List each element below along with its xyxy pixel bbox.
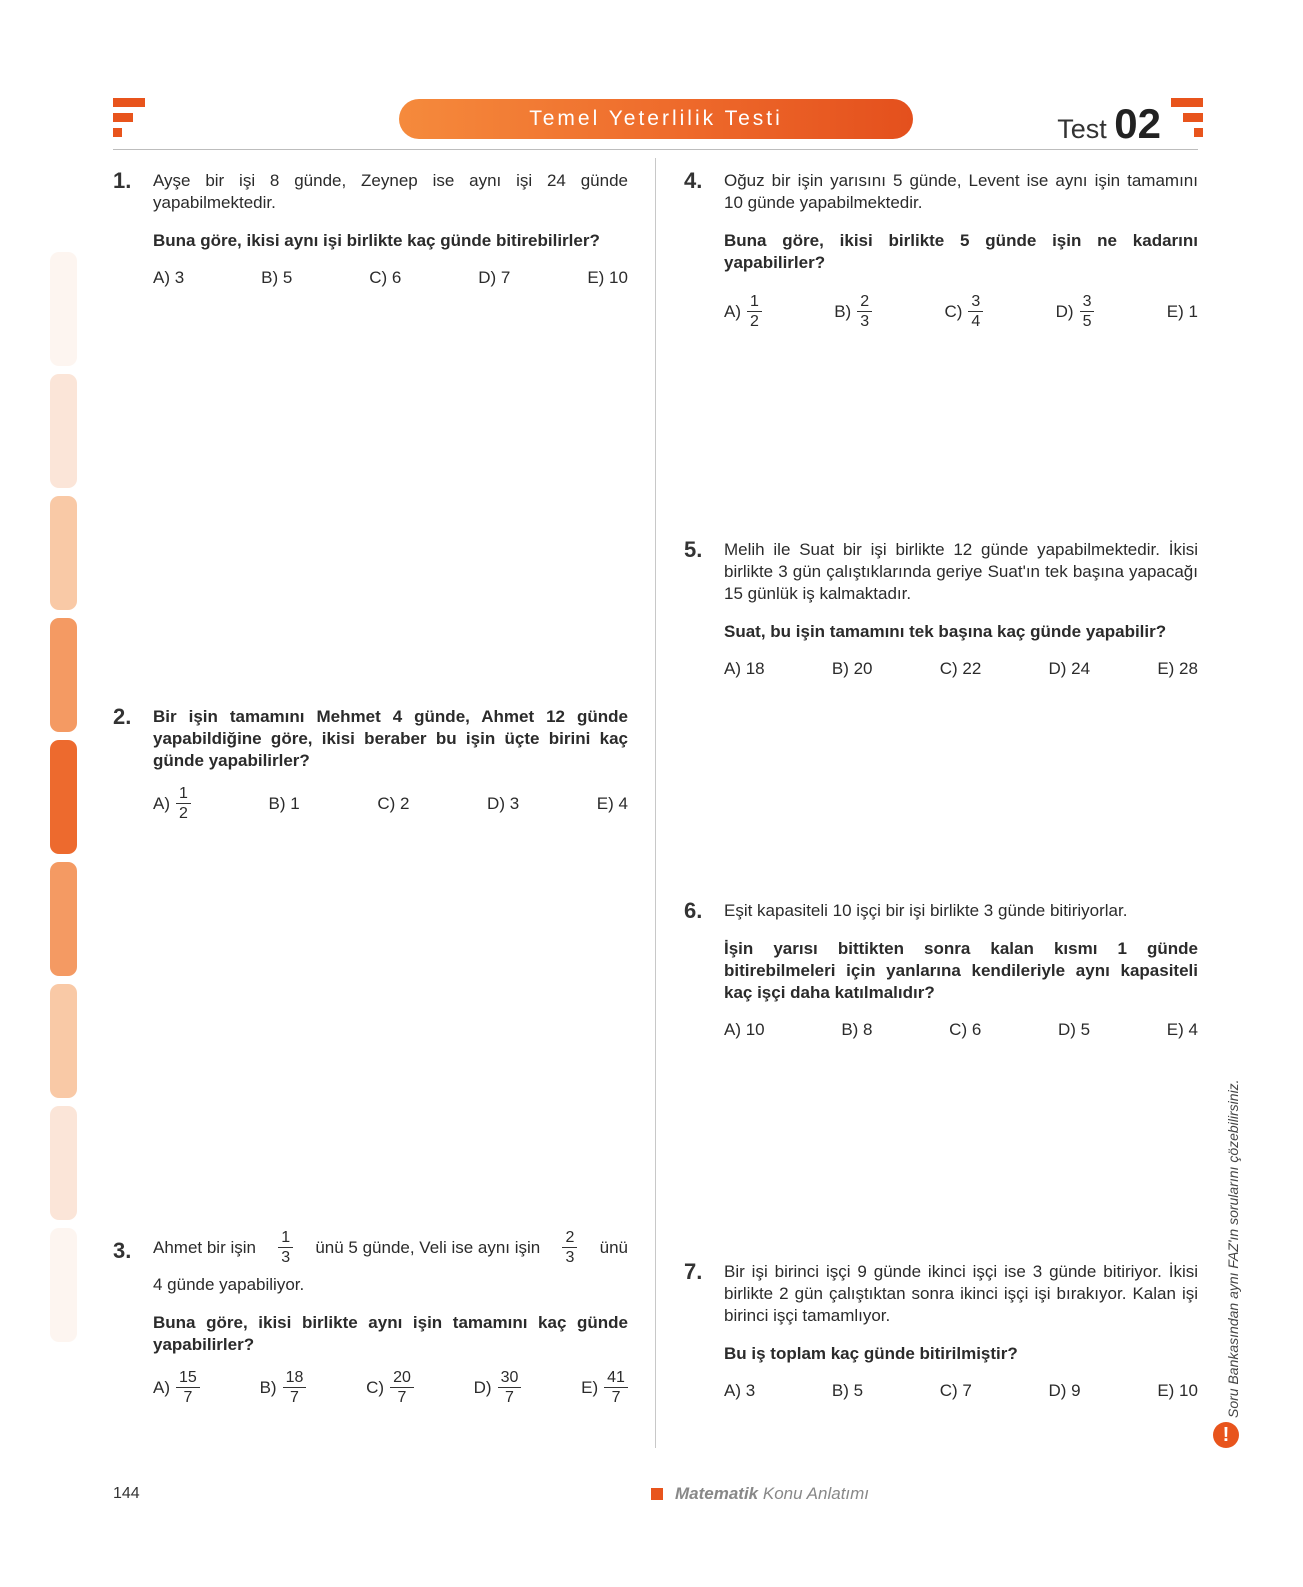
fraction-denominator: 2 — [750, 313, 759, 330]
question-stem: Oğuz bir işin yarısını 5 günde, Levent ise aynı işin tamamını 10 günde yapabilmektedir. — [724, 171, 1198, 212]
fraction-numerator: 41 — [604, 1368, 628, 1388]
fraction-numerator: 1 — [176, 784, 191, 804]
header-divider — [113, 149, 1198, 150]
column-divider — [655, 158, 656, 1448]
fraction — [1080, 292, 1095, 331]
fraction-numerator: 20 — [390, 1368, 414, 1388]
publisher-logo-right — [1171, 98, 1203, 140]
question-number: 3. — [113, 1238, 132, 1263]
side-tab-3 — [50, 496, 77, 610]
side-tab-7 — [50, 984, 77, 1098]
choice-b[interactable]: B) 8 — [841, 1020, 873, 1039]
question-prompt: Bu iş toplam kaç günde bitirilmiştir? — [724, 1344, 1018, 1363]
fraction-denominator: 7 — [183, 1389, 193, 1406]
choice-b[interactable]: B) 1 — [268, 793, 300, 813]
answer-choices — [724, 1020, 1198, 1040]
fraction — [176, 784, 191, 823]
choice-letter: A) — [153, 1377, 170, 1397]
stem-part-1: Ahmet bir işin — [153, 1237, 256, 1257]
choice-b[interactable]: B) 5 — [831, 1381, 864, 1400]
question-prompt: Suat, bu işin tamamını tek başına kaç günde yapabilir? — [724, 622, 1167, 641]
fraction-denominator: 5 — [1082, 313, 1092, 330]
question-number: 7. — [684, 1259, 703, 1284]
page-number: 144 — [113, 1485, 140, 1502]
side-note-text: Soru Bankasından aynı FAZ'ın sorularını çözebilirsiniz. — [1225, 1079, 1241, 1418]
question-prompt: Buna göre, ikisi birlikte aynı işin tamamını kaç günde yapabilirler? — [153, 1313, 628, 1354]
question-prompt: Buna göre, ikisi aynı işi birlikte kaç günde bitirebilirler? — [153, 231, 600, 250]
side-tab-2 — [50, 374, 77, 488]
answer-choices — [724, 1381, 1198, 1401]
choice-e[interactable]: E) 1 — [1166, 301, 1198, 321]
question-prompt: İşin yarısı bittikten sonra kalan kısmı 1 günde bitirebilmeleri için yanlarına kendileriyle aynı kapasiteli kaç işçi daha katılmalıdır? — [724, 939, 1198, 1002]
fraction-denominator: 7 — [505, 1389, 514, 1406]
choice-e[interactable]: E) 28 — [1157, 659, 1198, 678]
answer-choices — [724, 292, 1198, 331]
test-label: Test — [1057, 114, 1107, 144]
side-tab-8 — [50, 1106, 77, 1220]
choice-c[interactable]: C) 7 — [939, 1381, 972, 1400]
choice-c[interactable]: C) 6 — [949, 1020, 982, 1039]
question-number: 4. — [684, 168, 703, 193]
fraction — [498, 1368, 522, 1407]
choice-b[interactable] — [260, 1368, 307, 1407]
question-stem: Bir işi birinci işçi 9 günde ikinci işçi ise 3 günde bitiriyor. İkisi birlikte 2 gün çalıştıktan sonra ikinci işçi işi bırakıyor. Kalan işi birinci işçi tamamlıyor. — [724, 1262, 1198, 1325]
footer-book-title-rest: Konu Anlatımı — [762, 1484, 870, 1503]
choice-d[interactable] — [474, 1368, 522, 1407]
choice-letter: B) — [834, 301, 852, 321]
question-number: 6. — [684, 898, 703, 923]
fraction-numerator: 2 — [857, 292, 872, 312]
fraction-numerator: 30 — [498, 1368, 522, 1388]
question-prompt: Buna göre, ikisi birlikte 5 günde işin ne kadarını yapabilirler? — [724, 231, 1198, 272]
fraction-denominator: 7 — [397, 1389, 407, 1406]
question-stem: Ayşe bir işi 8 günde, Zeynep ise aynı işi 24 günde yapabilmektedir. — [153, 171, 628, 212]
choice-c[interactable] — [944, 292, 983, 331]
choice-e[interactable]: E) 10 — [587, 268, 628, 287]
question-number: 5. — [684, 537, 703, 562]
fraction — [968, 292, 983, 331]
choice-letter: E) — [581, 1377, 599, 1397]
test-banner-title: Temel Yeterlilik Testi — [399, 99, 913, 139]
exclamation-icon: ! — [1213, 1422, 1239, 1448]
fraction-denominator: 7 — [290, 1389, 299, 1406]
fraction — [747, 292, 762, 331]
answer-choices — [153, 784, 628, 823]
answer-choices — [153, 268, 628, 288]
fraction-denominator: 2 — [179, 805, 188, 822]
fraction-numerator: 3 — [968, 292, 983, 312]
test-number: 02 — [1114, 100, 1161, 147]
fraction-denominator: 3 — [281, 1249, 291, 1266]
fraction — [390, 1368, 414, 1407]
choice-d[interactable]: D) 5 — [1057, 1020, 1091, 1039]
side-tab-6 — [50, 862, 77, 976]
publisher-logo-left — [113, 98, 145, 140]
side-tab-1 — [50, 252, 77, 366]
choice-d[interactable]: D) 24 — [1048, 659, 1091, 678]
choice-letter: B) — [259, 1377, 277, 1397]
footer-book-title-bold: Matematik — [675, 1484, 759, 1503]
choice-b[interactable] — [834, 292, 872, 331]
fraction — [857, 292, 872, 331]
fraction-numerator: 15 — [176, 1368, 200, 1388]
choice-a[interactable]: A) 3 — [724, 1381, 756, 1400]
fraction — [278, 1228, 293, 1267]
stem-part-3: ünü — [599, 1237, 628, 1257]
choice-b[interactable]: B) 5 — [261, 268, 293, 287]
answer-choices — [724, 659, 1198, 679]
fraction-denominator: 7 — [611, 1389, 621, 1406]
question-stem: Melih ile Suat bir işi birlikte 12 günde yapabilmektedir. İkisi birlikte 3 gün çalıştıklarında geriye Suat'ın tek başına yapacağı 15 günlük iş kalmaktadır. — [724, 540, 1198, 603]
side-tab-5 — [50, 740, 77, 854]
footer-square-icon — [651, 1488, 663, 1500]
choice-letter: A) — [724, 301, 741, 321]
choice-c[interactable]: C) 6 — [369, 268, 402, 287]
fraction — [604, 1368, 628, 1407]
question-number: 2. — [113, 704, 132, 729]
choice-e[interactable]: E) 4 — [1166, 1020, 1198, 1039]
footer-book-title — [675, 1484, 869, 1504]
fraction-numerator: 1 — [278, 1228, 293, 1248]
fraction-denominator: 3 — [860, 313, 870, 330]
fraction — [283, 1368, 307, 1407]
choice-d[interactable] — [1056, 292, 1095, 331]
fraction-numerator: 18 — [283, 1368, 307, 1388]
test-number-label — [1057, 100, 1161, 148]
fraction-denominator: 3 — [565, 1249, 575, 1266]
stem-part-2: ünü 5 günde, Veli ise aynı işin — [315, 1237, 541, 1257]
choice-e[interactable] — [581, 1368, 628, 1407]
fraction-numerator: 3 — [1080, 292, 1095, 312]
fraction — [176, 1368, 200, 1407]
choice-e[interactable]: E) 10 — [1157, 1381, 1198, 1400]
choice-c[interactable]: C) 2 — [377, 793, 410, 813]
choice-d[interactable]: D) 9 — [1048, 1381, 1081, 1400]
side-tab-4 — [50, 618, 77, 732]
answer-choices — [153, 1368, 628, 1407]
choice-c[interactable]: C) 22 — [939, 659, 982, 678]
choice-a[interactable] — [724, 292, 762, 331]
choice-letter: C) — [366, 1377, 385, 1397]
side-tab-9 — [50, 1228, 77, 1342]
question-stem — [153, 1228, 628, 1267]
fraction-denominator: 4 — [971, 313, 981, 330]
question-stem-line-2: 4 günde yapabiliyor. — [153, 1275, 305, 1294]
question-stem: Eşit kapasiteli 10 işçi bir işi birlikte 3 günde bitiriyorlar. — [724, 901, 1128, 920]
choice-a[interactable]: A) 10 — [724, 1020, 765, 1039]
choice-d[interactable]: D) 7 — [478, 268, 511, 287]
fraction-numerator: 2 — [562, 1228, 577, 1248]
choice-letter: A) — [153, 793, 170, 813]
question-prompt: Bir işin tamamını Mehmet 4 günde, Ahmet 12 günde yapabildiğine göre, ikisi beraber bu işin üçte birini kaç günde yapabilirler? — [153, 707, 628, 770]
choice-a[interactable]: A) 3 — [153, 268, 185, 287]
choice-c[interactable] — [366, 1368, 414, 1407]
choice-d[interactable]: D) 3 — [487, 793, 520, 813]
choice-a[interactable] — [153, 784, 191, 823]
choice-a[interactable]: A) 18 — [724, 659, 765, 678]
choice-a[interactable] — [153, 1368, 200, 1407]
fraction-numerator: 1 — [747, 292, 762, 312]
fraction — [562, 1228, 577, 1267]
choice-b[interactable]: B) 20 — [831, 659, 873, 678]
question-number: 1. — [113, 168, 132, 193]
choice-e[interactable]: E) 4 — [596, 793, 628, 813]
choice-letter: D) — [473, 1377, 492, 1397]
choice-letter: C) — [944, 301, 963, 321]
choice-letter: D) — [1055, 301, 1074, 321]
